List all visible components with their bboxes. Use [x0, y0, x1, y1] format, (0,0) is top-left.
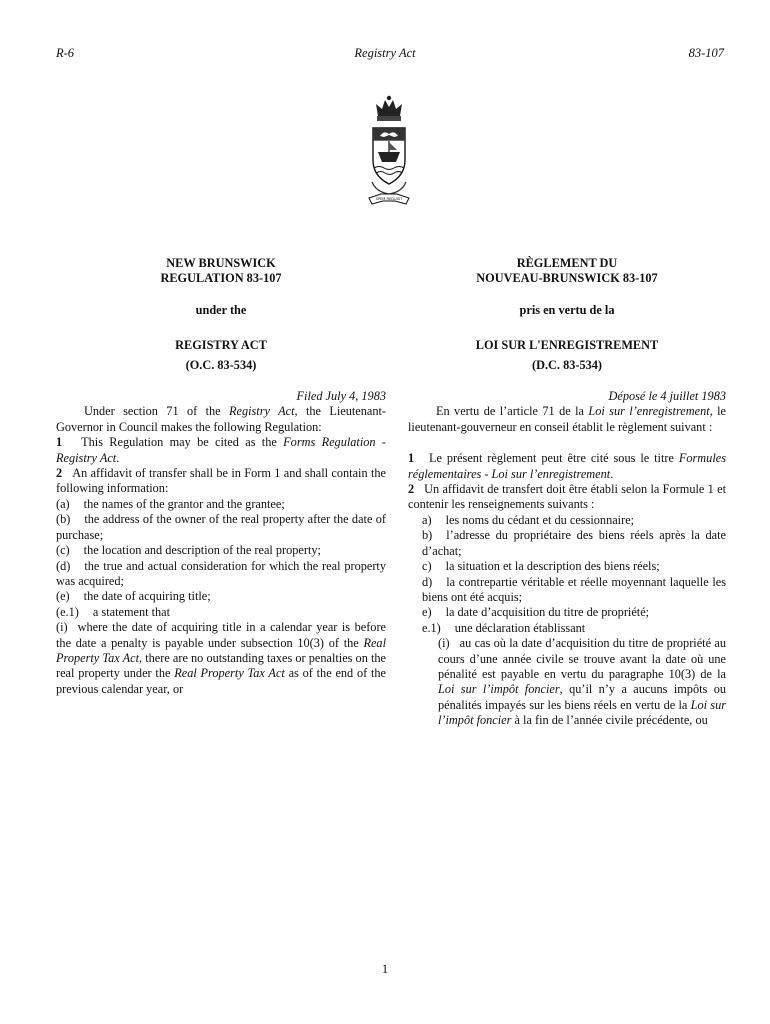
- english-section-1: 1 This Regulation may be cited as the Forms Regulation - Registry Act.: [56, 435, 386, 465]
- french-item-d: d) la contrepartie véritable et réelle moyennant laquelle les biens ont été acquis;: [422, 574, 726, 604]
- french-enacting-clause: En vertu de l’article 71 de la Loi sur l’enregistrement, le lieutenant-gouverneur en conseil établit le règlement suivant :: [408, 404, 727, 434]
- english-section-2: 2 An affidavit of transfer shall be in Form 1 and shall contain the following information:: [56, 466, 386, 496]
- french-item-e1: e.1) une déclaration établissant: [422, 620, 586, 635]
- motto-text: SPEM REDUXIT: [375, 197, 403, 201]
- french-item-b: b) l’adresse du propriétaire des biens réels après la date d’achat;: [422, 528, 726, 558]
- english-item-a: (a) the names of the grantor and the grantee;: [56, 496, 285, 511]
- english-item-e1: (e.1) a statement that: [56, 604, 171, 619]
- french-order-number: (D.C. 83-534): [531, 357, 602, 372]
- english-order-number: (O.C. 83-534): [185, 357, 257, 372]
- french-column: [408, 256, 726, 729]
- english-item-b: (b) the address of the owner of the real property after the date of purchase;: [56, 512, 386, 542]
- french-under-the: pris en vertu de la: [519, 302, 615, 317]
- english-filed-date: Filed July 4, 1983: [296, 389, 386, 404]
- running-header-title: Registry Act: [354, 46, 416, 60]
- english-subitem-i: (i) where the date of acquiring title in a calendar year is before the date a penalty is payable under subsection 10(3) of the Real Property Tax Act, there are no outstanding taxes or penalties on the real property under the Real Property Tax Act as of the end of the previous calendar year, or: [56, 620, 387, 696]
- english-title-line2: REGULATION 83-107: [160, 271, 282, 286]
- french-subitem-i: (i) au cas où la date d’acquisition du titre de propriété au cours d’une année civile se trouve avant la date où une pénalité est payable en vertu du paragraphe 10(3) de la Loi sur l’impôt foncier, qu’il n’y a aucuns impôts ou pénalités impayés sur les biens réels en vertu de la Loi sur l’impôt foncier à la fin de l’année civile précédente, ou: [438, 636, 727, 728]
- french-title-line1: RÈGLEMENT DU: [516, 256, 618, 270]
- english-act-name: REGISTRY ACT: [175, 338, 267, 353]
- french-item-e: e) la date d’acquisition du titre de propriété;: [422, 605, 650, 620]
- english-title-line1: NEW BRUNSWICK: [166, 256, 276, 270]
- french-title-line2: NOUVEAU-BRUNSWICK 83-107: [476, 271, 658, 286]
- running-header-left: R-6: [56, 46, 75, 60]
- french-section-1: 1 Le présent règlement peut être cité sous le titre Formules réglementaires - Loi sur l’enregistrement.: [408, 451, 726, 481]
- running-header-right: 83-107: [688, 46, 724, 60]
- french-filed-date: Déposé le 4 juillet 1983: [608, 389, 726, 404]
- french-item-c: c) la situation et la description des biens réels;: [422, 559, 660, 574]
- french-act-name: LOI SUR L'ENREGISTREMENT: [475, 338, 659, 353]
- coat-of-arms-crest: [366, 94, 412, 214]
- english-item-e: (e) the date of acquiring title;: [56, 589, 211, 604]
- english-enacting-clause: Under section 71 of the Registry Act, the Lieutenant-Governor in Council makes the following Regulation:: [56, 404, 387, 434]
- english-item-c: (c) the location and description of the real property;: [56, 543, 321, 558]
- english-item-d: (d) the true and actual consideration for which the real property was acquired;: [56, 558, 386, 588]
- page-number: 1: [381, 962, 389, 976]
- english-column: [56, 256, 386, 697]
- french-section-2: 2 Un affidavit de transfert doit être établi selon la Formule 1 et contenir les renseignements suivants :: [408, 482, 726, 512]
- french-item-a: a) les noms du cédant et du cessionnaire;: [422, 512, 635, 527]
- english-under-the: under the: [195, 302, 247, 317]
